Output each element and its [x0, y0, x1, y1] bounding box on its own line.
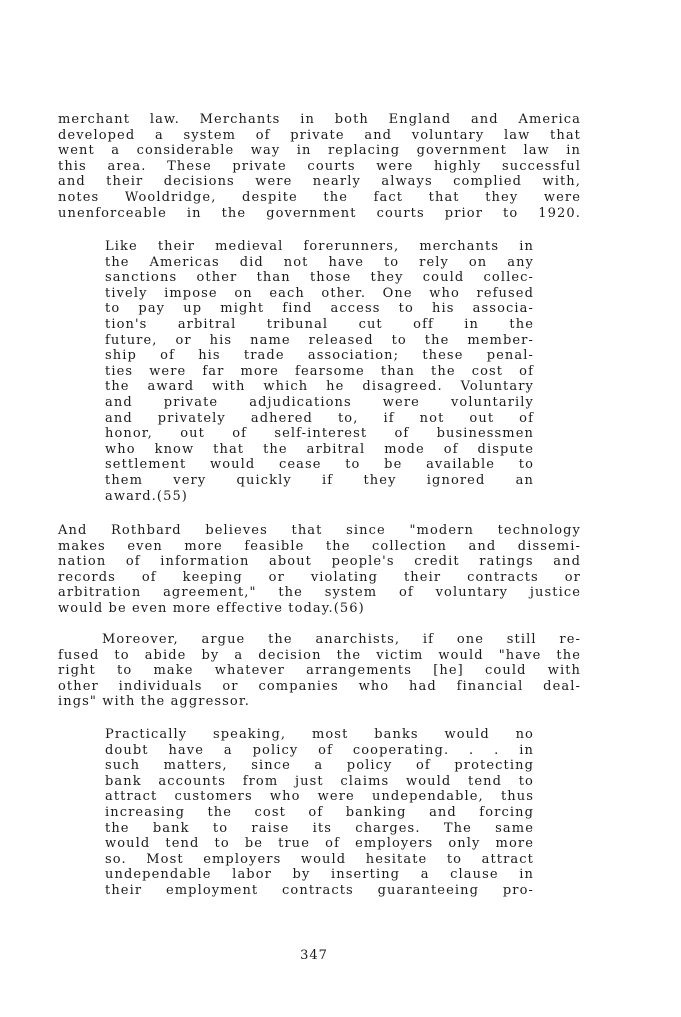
text-line: doubt have a policy of cooperating. . . in — [105, 742, 534, 758]
text-line: Like their medieval forerunners, merchants in — [105, 239, 534, 254]
text-line: the bank to raise its charges. The same — [105, 820, 534, 836]
text-line: and privately adhered to, if not out of — [105, 410, 534, 426]
text-line: fused to abide by a decision the victim would "have the — [58, 647, 581, 663]
text-line: them very quickly if they ignored an — [105, 472, 534, 488]
body-paragraph-2 — [58, 523, 581, 617]
text-line: sanctions other than those they could collec- — [105, 270, 534, 286]
text-line: ship of his trade association; these penal- — [105, 348, 534, 364]
text-line: went a considerable way in replacing government law in — [58, 143, 581, 159]
text-line: honor, out of self-interest of businessmen — [105, 426, 534, 442]
text-line: settlement would cease to be available to — [105, 457, 534, 473]
text-line: so. Most employers would hesitate to attract — [105, 851, 534, 867]
text-line: such matters, since a policy of protecting — [105, 758, 534, 774]
text-line: And Rothbard believes that since "modern technology — [58, 523, 581, 538]
text-line: Moreover, argue the anarchists, if one still re- — [102, 632, 581, 647]
text-line: to pay up might find access to his associa- — [105, 301, 534, 317]
text-line: developed a system of private and voluntary law that — [58, 127, 581, 143]
text-line: undependable labor by inserting a clause in — [105, 867, 534, 883]
body-paragraph-3 — [58, 632, 581, 710]
text-line: ties were far more fearsome than the cost of — [105, 363, 534, 379]
text-line: makes even more feasible the collection and dissemi- — [58, 538, 581, 554]
text-line: who know that the arbitral mode of dispute — [105, 441, 534, 457]
text-line: tively impose on each other. One who refused — [105, 285, 534, 301]
text-line: merchant law. Merchants in both England and America — [58, 112, 581, 127]
text-line: unenforceable in the government courts prior to 1920. — [58, 205, 581, 221]
text-line: and their decisions were nearly always complied with, — [58, 174, 581, 190]
text-line: nation of information about people's credit ratings and — [58, 554, 581, 570]
text-line: this area. These private courts were highly successful — [58, 158, 581, 174]
text-line: their employment contracts guaranteeing pro- — [105, 882, 534, 898]
text-line: attract customers who were undependable, thus — [105, 789, 534, 805]
text-line: records of keeping or violating their contracts or — [58, 569, 581, 585]
text-line: arbitration agreement," the system of voluntary justice — [58, 585, 581, 601]
text-line: right to make whatever arrangements [he] could with — [58, 663, 581, 679]
text-line: increasing the cost of banking and forcing — [105, 804, 534, 820]
text-line: other individuals or companies who had financial deal- — [58, 678, 581, 694]
text-line: ings" with the aggressor. — [58, 694, 250, 710]
page-number: 347 — [300, 948, 328, 963]
block-quote-2 — [105, 727, 534, 899]
text-line: would be even more effective today.(56) — [58, 600, 365, 616]
text-line: the Americas did not have to rely on any — [105, 254, 534, 270]
text-line: tion's arbitral tribunal cut off in the — [105, 316, 534, 332]
text-line: bank accounts from just claims would tend to — [105, 773, 534, 789]
text-line: award.(55) — [105, 488, 188, 504]
text-line: the award with which he disagreed. Voluntary — [105, 379, 534, 395]
body-paragraph-1 — [58, 112, 581, 221]
text-line: and private adjudications were voluntarily — [105, 394, 534, 410]
block-quote-1 — [105, 239, 534, 504]
text-line: Practically speaking, most banks would no — [105, 727, 534, 742]
text-line: would tend to be true of employers only more — [105, 836, 534, 852]
text-line: notes Wooldridge, despite the fact that they were — [58, 189, 581, 205]
text-line: future, or his name released to the member- — [105, 332, 534, 348]
